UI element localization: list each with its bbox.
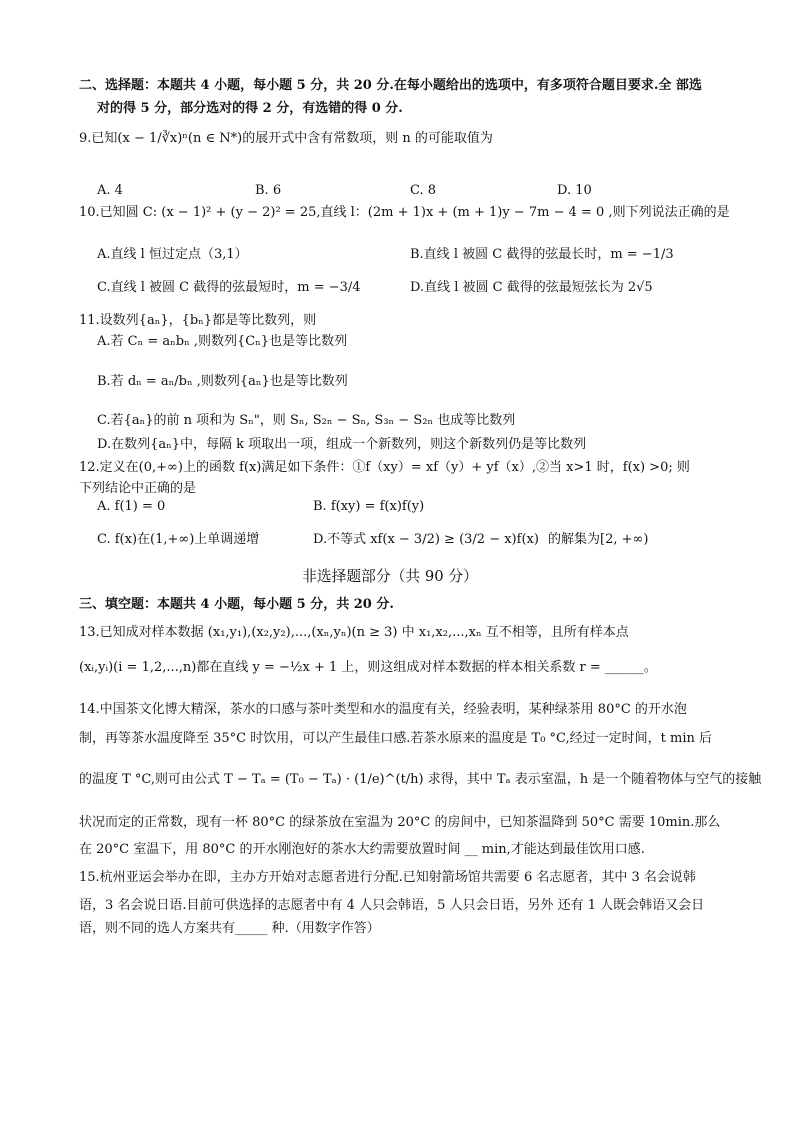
q12-option-d-solution: 的解集为[2, +∞) <box>548 532 649 547</box>
q13-line1: 13.已知成对样本数据 (x₁,y₁),(x₂,y₂),...,(xₙ,yₙ)(n ≥ 3) 中 x₁,x₂,...,xₙ 互不相等，且所有样本点 <box>79 625 629 640</box>
q9-option-c: C. 8 <box>410 183 437 198</box>
q14-line4: 状况而定的正常数，现有一杯 80°C 的绿茶放在室温为 20°C 的房间中，已知茶温降到 50°C 需要 10min.那么 <box>79 815 721 830</box>
section3-title: 三、填空题：本题共 4 小题，每小题 5 分，共 20 分. <box>79 597 394 612</box>
q14-line5: 在 20°C 室温下，用 80°C 的开水刚泡好的茶水大约需要放置时间 __ min,才能达到最佳饮用口感. <box>79 842 645 857</box>
q10-stem: 10.已知圆 C: (x − 1)² + (y − 2)² = 25,直线 l：(2m + 1)x + (m + 1)y − 7m − 4 = 0 ,则下列说法正确的是 <box>79 205 730 220</box>
q9-option-a: A. 4 <box>97 183 123 198</box>
q12-option-a: A. f(1) = 0 <box>97 499 166 514</box>
q11-option-a: A.若 Cₙ = aₙbₙ ,则数列{Cₙ}也是等比数列 <box>97 334 348 349</box>
q10-option-b: B.直线 l 被圆 C 截得的弦最长时，m = −1/3 <box>410 247 674 262</box>
q11-option-b: B.若 dₙ = aₙ/bₙ ,则数列{aₙ}也是等比数列 <box>97 374 348 389</box>
q10-option-a: A.直线 l 恒过定点（3,1） <box>97 247 248 262</box>
part-title: 非选择题部分（共 90 分） <box>302 567 478 585</box>
q12-stem-line2: 下列结论中正确的是 <box>79 481 197 496</box>
q10-option-d: D.直线 l 被圆 C 截得的弦最短弦长为 2√5 <box>410 280 653 295</box>
q15-line3: 语，则不同的选人方案共有_____ 种.（用数字作答） <box>79 921 380 936</box>
q14-line1: 14.中国茶文化博大精深，茶水的口感与茶叶类型和水的温度有关，经验表明，某种绿茶用 80°C 的开水泡 <box>79 702 687 717</box>
q14-line2: 制，再等茶水温度降至 35°C 时饮用，可以产生最佳口感.若茶水原来的温度是 T₀ °C,经过一定时间，t min 后 <box>79 731 712 746</box>
q10-option-c: C.直线 l 被圆 C 截得的弦最短时，m = −3/4 <box>97 280 361 295</box>
section2-line2: 对的得 5 分，部分选对的得 2 分，有选错的得 0 分. <box>97 101 403 116</box>
q13-line2: (xᵢ,yᵢ)(i = 1,2,...,n)都在直线 y = −½x + 1 上，则这组成对样本数据的样本相关系数 r = ______。 <box>79 660 657 675</box>
q11-option-d: D.在数列{aₙ}中，每隔 k 项取出一项，组成一个新数列，则这个新数列仍是等比数列 <box>97 437 587 452</box>
q12-stem-line1: 12.定义在(0,+∞)上的函数 f(x)满足如下条件：①f（xy）= xf（y）+ yf（x）,②当 x>1 时，f(x) >0; 则 <box>79 460 690 475</box>
q12-option-b: B. f(xy) = f(x)f(y) <box>313 499 425 514</box>
q15-line1: 15.杭州亚运会举办在即，主办方开始对志愿者进行分配.已知射箭场馆共需要 6 名志愿者，其中 3 名会说韩 <box>79 870 696 885</box>
q9-stem: 9.已知(x − 1/∛x)ⁿ(n ∈ N*)的展开式中含有常数项，则 n 的可能取值为 <box>79 131 493 146</box>
q14-line3: 的温度 T °C,则可由公式 T − Tₐ = (T₀ − Tₐ) · (1/e)^(t/h) 求得，其中 Tₐ 表示室温，h 是一个随着物体与空气的接触 <box>79 772 762 787</box>
q12-option-c: C. f(x)在(1,+∞)上单调递增 <box>97 532 260 547</box>
section2-line1: 二、选择题：本题共 4 小题，每小题 5 分，共 20 分.在每小题给出的选项中，有多项符合题目要求.全 部选 <box>79 78 702 93</box>
q9-option-d: D. 10 <box>557 183 592 198</box>
q15-line2: 语，3 名会说日语.目前可供选择的志愿者中有 4 人只会韩语，5 人只会日语，另外 还有 1 人既会韩语又会日 <box>79 898 705 913</box>
q11-option-c: C.若{aₙ}的前 n 项和为 Sₙ"，则 Sₙ, S₂ₙ − Sₙ, S₃ₙ − S₂ₙ 也成等比数列 <box>97 413 516 428</box>
q11-stem: 11.设数列{aₙ}，{bₙ}都是等比数列，则 <box>79 313 317 328</box>
q12-option-d: D.不等式 xf(x − 3/2) ≥ (3/2 − x)f(x) <box>313 532 539 547</box>
q9-option-b: B. 6 <box>255 183 282 198</box>
